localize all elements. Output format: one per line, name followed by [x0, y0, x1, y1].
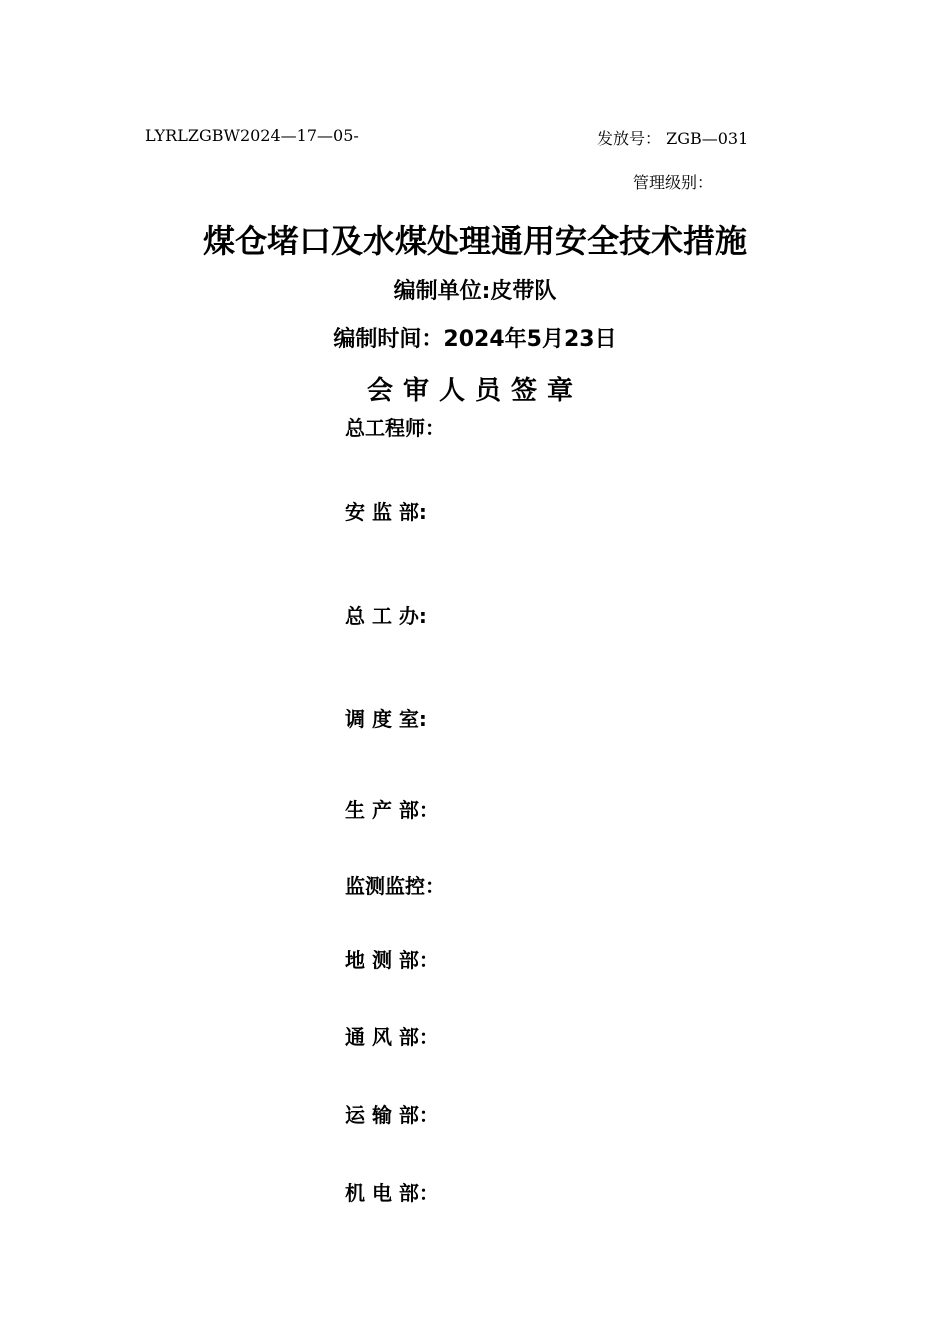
- signature-row-engineering-office: 总 工 办:: [345, 604, 427, 628]
- signature-row-chief-engineer: 总工程师：: [345, 416, 445, 440]
- document-title: 煤仓堵口及水煤处理通用安全技术措施: [202, 222, 747, 260]
- document-code: LYRLZGBW2024—17—05-: [145, 126, 359, 145]
- signature-row-dispatch-room: 调 度 室:: [345, 707, 427, 731]
- management-level: 管理级别：: [633, 173, 714, 192]
- signature-row-transport-dept: 运 输 部：: [345, 1103, 439, 1127]
- issue-number: 发放号： ZGB—031: [597, 129, 749, 148]
- signature-section-heading: 会审人员签章: [366, 376, 583, 406]
- signature-row-monitoring: 监测监控：: [345, 874, 445, 898]
- signature-row-electromech-dept: 机 电 部：: [345, 1181, 439, 1205]
- signature-row-production-dept: 生 产 部：: [345, 798, 439, 822]
- signature-row-ventilation-dept: 通 风 部：: [345, 1025, 439, 1049]
- signature-row-survey-dept: 地 测 部：: [345, 948, 439, 972]
- signature-row-safety-dept: 安 监 部:: [345, 500, 427, 524]
- compiling-unit: 编制单位:皮带队: [393, 279, 557, 304]
- compiling-date: 编制时间：2024年5月23日: [333, 327, 617, 352]
